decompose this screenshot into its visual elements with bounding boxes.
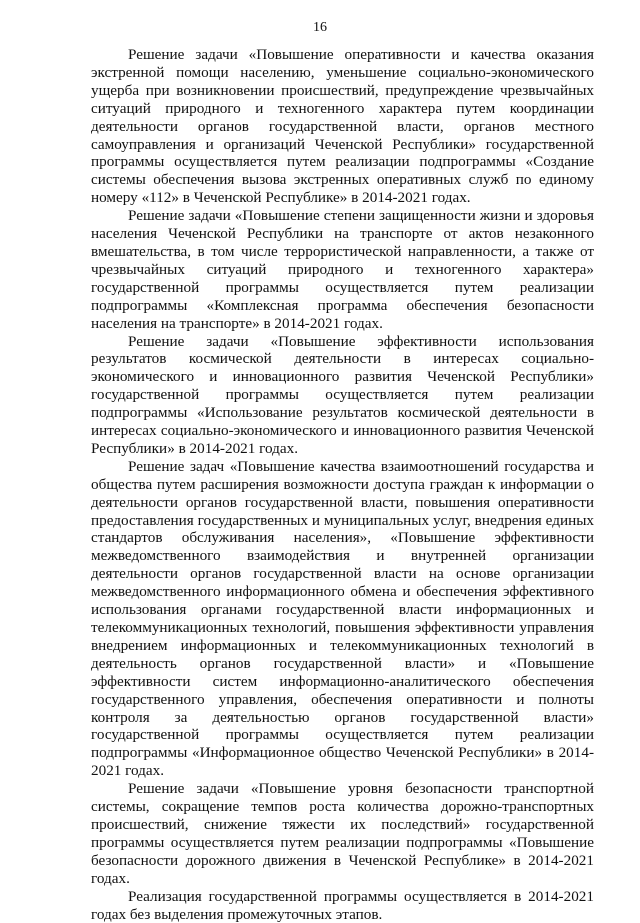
paragraph-space-activity: Решение задачи «Повышение эффективности использования результатов космической деятельности в интересах социально-экономического и инновационного развития Чеченской Республики» государственной программы осуществляется путем реализации подпрограммы «Использование результатов космической деятельности в интересах социально-экономического и инновационного развития Чеченской Республики» в 2014-2021 годах. [91, 332, 594, 457]
page-number: 16 [313, 20, 327, 35]
paragraph-implementation-period: Реализация государственной программы осуществляется в 2014-2021 годах без выделения промежуточных этапов. [91, 887, 594, 923]
paragraph-112-system: Решение задачи «Повышение оперативности и качества оказания экстренной помощи населению, уменьшение социально-экономического ущерба при возникновении происшествий, предупреждение чрезвычайных ситуаций природного и техногенного характера путем координации деятельности органов государственной власти, органов местного самоуправления и организаций Чеченской Республики» государственной программы осуществляется путем реализации подпрограммы «Создание системы обеспечения вызова экстренных оперативных служб по единому номеру «112» в Чеченской Республике» в 2014-2021 годах. [91, 46, 594, 207]
paragraph-transport-safety: Решение задачи «Повышение степени защищенности жизни и здоровья населения Чеченской Республики на транспорте от актов незаконного вмешательства, в том числе террористической направленности, а также от чрезвычайных ситуаций природного и техногенного характера» государственной программы осуществляется путем реализации подпрограммы «Комплексная программа обеспечения безопасности населения на транспорте» в 2014-2021 годах. [91, 207, 594, 332]
document-body [91, 46, 594, 923]
paragraph-road-safety: Решение задачи «Повышение уровня безопасности транспортной системы, сокращение темпов роста количества дорожно-транспортных происшествий, снижение тяжести их последствий» государственной программы осуществляется путем реализации подпрограммы «Повышение безопасности дорожного движения в Чеченской Республике» в 2014-2021 годах. [91, 780, 594, 887]
paragraph-information-society: Решение задач «Повышение качества взаимоотношений государства и общества путем расширения возможности доступа граждан к информации о деятельности органов государственной власти, повышения оперативности предоставления государственных и муниципальных услуг, внедрения единых стандартов обслуживания населения», «Повышение эффективности межведомственного взаимодействия и внутренней организации деятельности органов государственной власти на основе организации межведомственного информационного обмена и обеспечения эффективного использования органами государственной власти информационных и телекоммуникационных технологий, повышения эффективности управления внедрением информационных и телекоммуникационных технологий в деятельность органов государственной власти» и «Повышение эффективности систем информационно-аналитического обеспечения государственного управления, обеспечения оперативности и полноты контроля за деятельностью органов государственной власти» государственной программы осуществляется путем реализации подпрограммы «Информационное общество Чеченской Республики» в 2014-2021 годах. [91, 457, 594, 780]
